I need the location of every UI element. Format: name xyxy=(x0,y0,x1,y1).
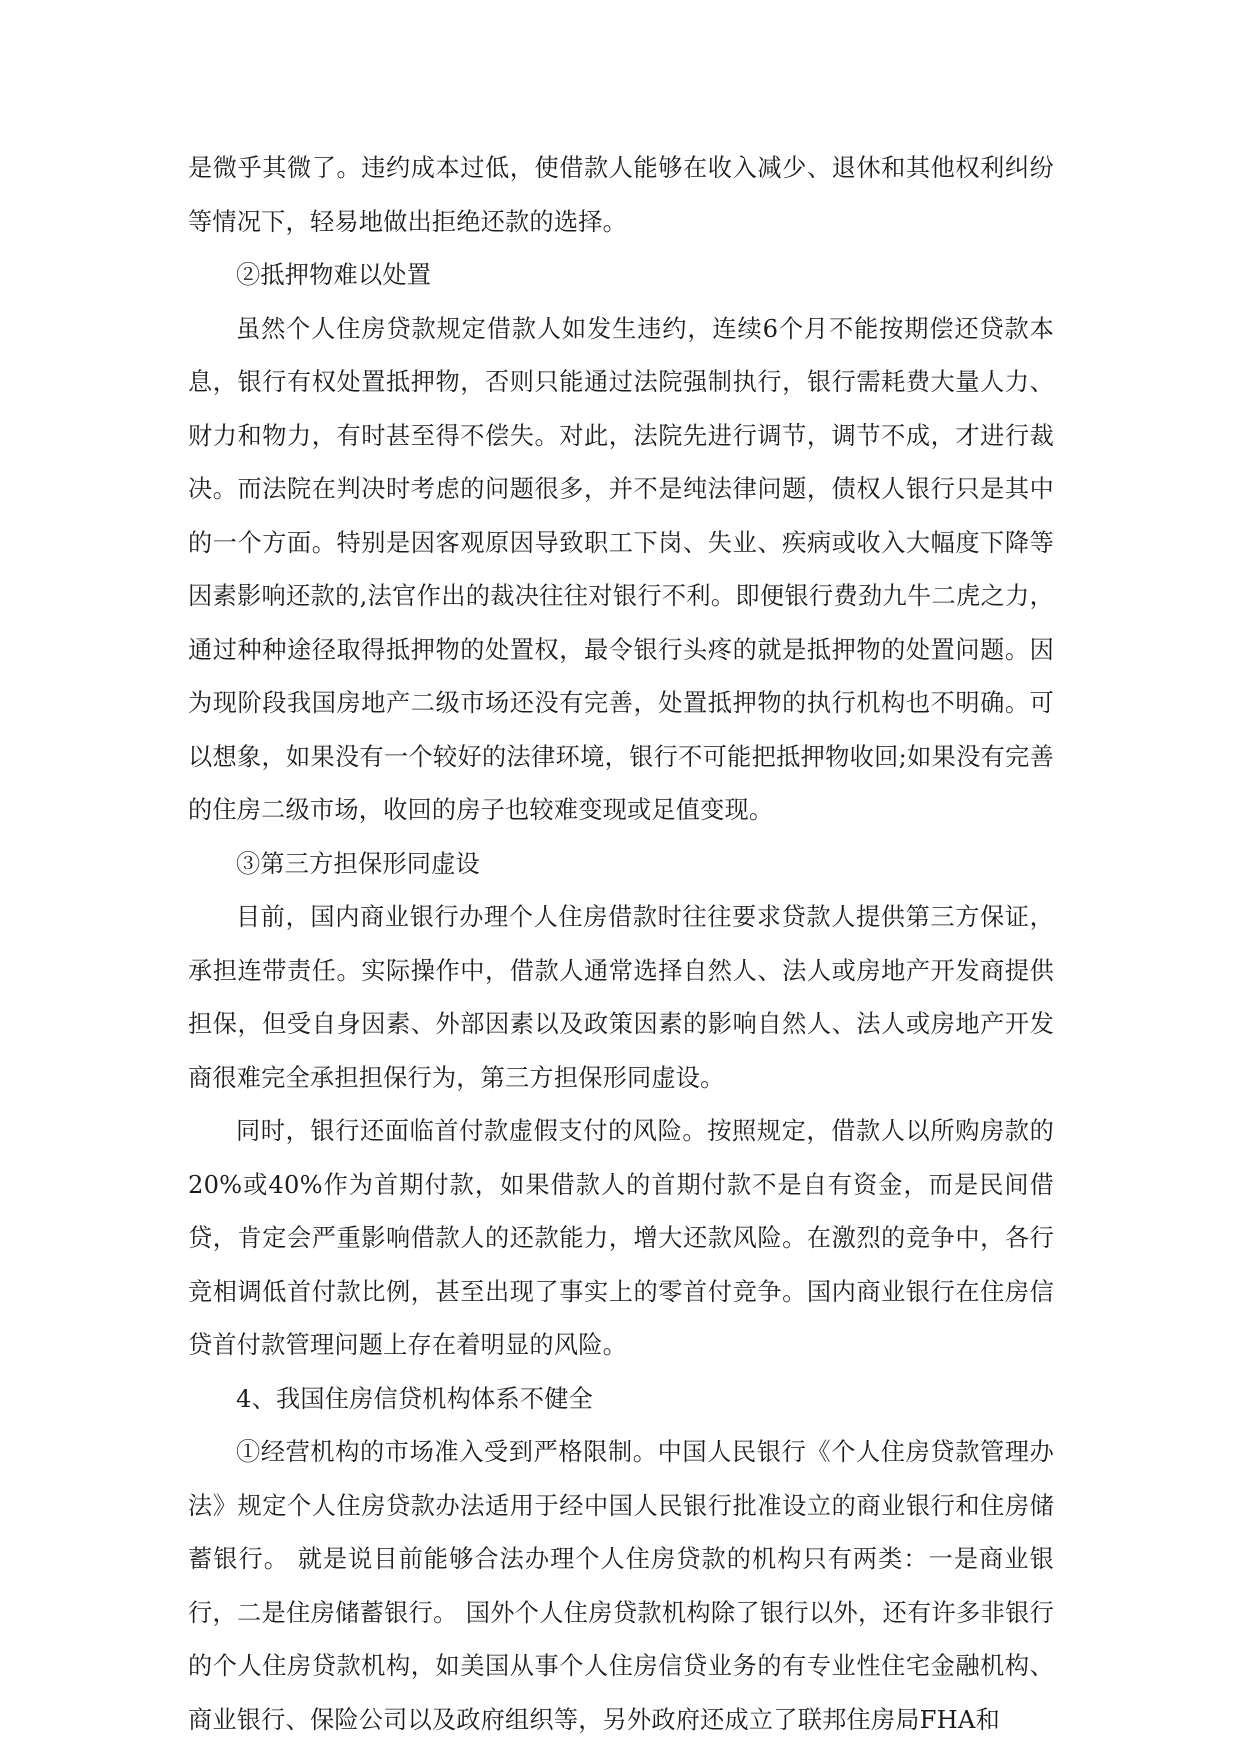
paragraph-collateral-disposal: 虽然个人住房贷款规定借款人如发生违约，连续6个月不能按期偿还贷款本息，银行有权处置抵押物，否则只能通过法院强制执行，银行需耗费大量人力、财力和物力，有时甚至得不偿失。对此，法院先进行调节，调节不成，才进行裁决。而法院在判决时考虑的问题很多，并不是纯法律问题，债权人银行只是其中的一个方面。特别是因客观原因导致职工下岗、失业、疾病或收入大幅度下降等因素影响还款的,法官作出的裁决往往对银行不利。即便银行费劲九牛二虎之力，通过种种途径取得抵押物的处置权，最令银行头疼的就是抵押物的处置问题。因为现阶段我国房地产二级市场还没有完善，处置抵押物的执行机构也不明确。可以想象，如果没有一个较好的法律环境，银行不可能把抵押物收回;如果没有完善的住房二级市场，收回的房子也较难变现或足值变现。 xyxy=(188,314,1054,824)
section-heading-credit-institutions: 4、我国住房信贷机构体系不健全 xyxy=(236,1384,594,1413)
paragraph-continuation: 是微乎其微了。违约成本过低，使借款人能够在收入减少、退休和其他权利纠纷等情况下，轻易地做出拒绝还款的选择。 xyxy=(188,154,1054,236)
paragraph-market-access: ①经营机构的市场准入受到严格限制。中国人民银行《个人住房贷款管理办法》规定个人住房贷款办法适用于经中国人民银行批准设立的商业银行和住房储蓄银行。 就是说目前能够合法办理个人住房贷款的机构只有两类：一是商业银行，二是住房储蓄银行。 国外个人住房贷款机构除了银行以外，还有许多非银行的个人住房贷款机构，如美国从事个人住房信贷业务的有专业性住宅金融机构、商业银行、保险公司以及政府组织等，另外政府还成立了联邦住房局FHA和 xyxy=(188,1438,1054,1734)
subheading-collateral-disposal: ②抵押物难以处置 xyxy=(236,261,432,289)
body-text xyxy=(188,142,1054,1747)
paragraph-down-payment-risk: 同时，银行还面临首付款虚假支付的风险。按照规定，借款人以所购房款的20%或40%作为首期付款，如果借款人的首期付款不是自有资金，而是民间借贷，肯定会严重影响借款人的还款能力，增大还款风险。在激烈的竞争中，各行竞相调低首付款比例，甚至出现了事实上的零首付竞争。国内商业银行在住房信贷首付款管理问题上存在着明显的风险。 xyxy=(188,1117,1054,1359)
subheading-third-party-guarantee: ③第三方担保形同虚设 xyxy=(236,849,480,878)
paragraph-third-party-guarantee: 目前，国内商业银行办理个人住房借款时往往要求贷款人提供第三方保证，承担连带责任。实际操作中，借款人通常选择自然人、法人或房地产开发商提供担保，但受自身因素、外部因素以及政策因素的影响自然人、法人或房地产开发商很难完全承担担保行为，第三方担保形同虚设。 xyxy=(188,903,1054,1092)
